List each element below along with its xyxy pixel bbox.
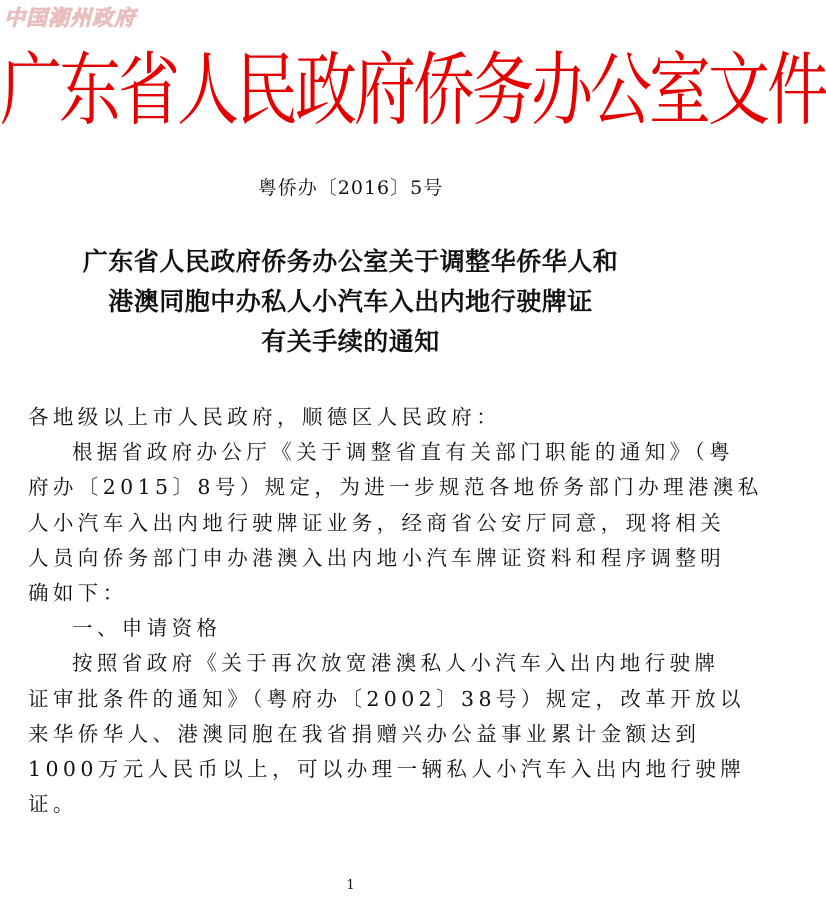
page-number: 1: [346, 878, 355, 893]
document-number: 粤侨办〔2016〕5号: [257, 177, 444, 199]
document-body: [28, 400, 763, 822]
document-title: [0, 242, 701, 362]
paragraph-line: 1000万元人民币以上，可以办理一辆私人小汽车入出内地行驶牌: [28, 756, 746, 781]
paragraph-line: 根据省政府办公厅《关于调整省直有关部门职能的通知》（粤: [72, 440, 735, 465]
paragraph-line: 人小汽车入出内地行驶牌证业务，经商省公安厅同意，现将相关: [28, 510, 726, 535]
watermark-logo: 中国潮州政府: [4, 5, 136, 30]
title-line: 有关手续的通知: [261, 327, 440, 356]
paragraph-line: 来华侨华人、港澳同胞在我省捐赠兴办公益事业累计金额达到: [28, 721, 701, 746]
paragraph-line: 确如下：: [28, 580, 128, 605]
title-line: 港澳同胞中办私人小汽车入出内地行驶牌证: [108, 287, 593, 316]
paragraph-line: 证。: [28, 792, 78, 817]
paragraph-line: 府办〔2015〕8号）规定，为进一步规范各地侨务部门办理港澳私: [28, 475, 763, 500]
paragraph-line: 人员向侨务部门申办港澳入出内地小汽车牌证资料和程序调整明: [28, 545, 726, 570]
paragraph-line: 证审批条件的通知》（粤府办〔2002〕38号）规定，改革开放以: [28, 686, 745, 711]
title-line: 广东省人民政府侨务办公室关于调整华侨华人和: [82, 247, 619, 276]
paragraph-line: 按照省政府《关于再次放宽港澳私人小汽车入出内地行驶牌: [72, 651, 720, 676]
salutation: 各地级以上市人民政府，顺德区人民政府：: [28, 405, 502, 429]
document-masthead: 广东省人民政府侨务办公室文件: [0, 43, 826, 137]
section-heading: 一、申请资格: [72, 616, 222, 641]
